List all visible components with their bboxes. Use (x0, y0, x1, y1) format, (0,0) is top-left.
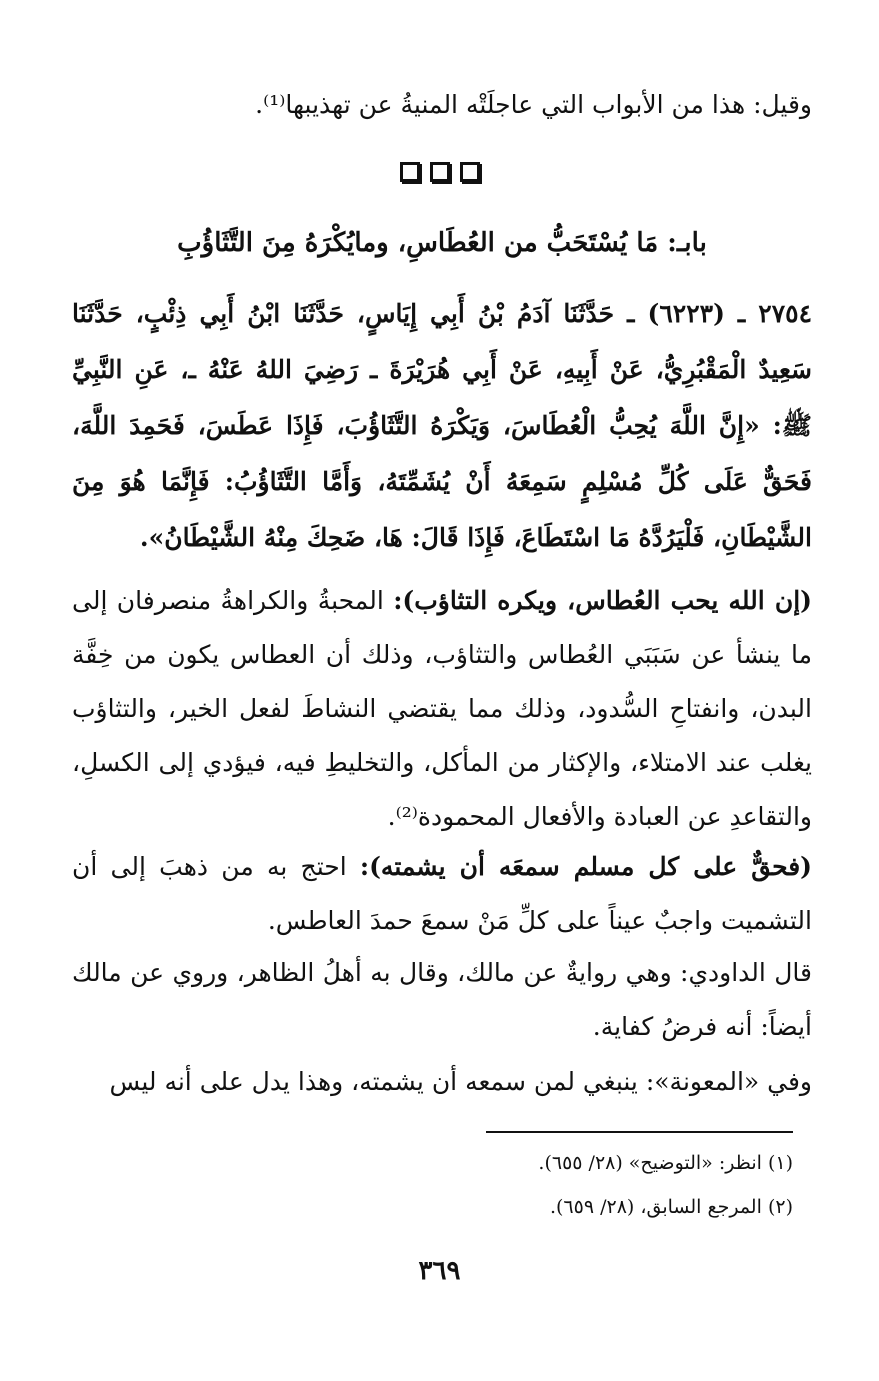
commentary-body: قال الداودي: وهي روايةٌ عن مالك، وقال به أهلُ الظاهر، وروي عن مالك أيضاً: أنه فرضُ كفاية. (72, 958, 812, 1041)
footnote-marker: (١) (767, 1152, 793, 1174)
section-separator (0, 162, 879, 182)
footnote-text: المرجع السابق، (٢٨/ ٦٥٩). (549, 1196, 762, 1218)
hadith-text: ٢٧٥٤ ـ (٦٢٢٣) ـ حَدَّثَنَا آدَمُ بْنُ أَبِي إِيَاسٍ، حَدَّثَنَا ابْنُ أَبِي ذِئْبٍ، حَدَّثَنَا سَعِيدٌ الْمَقْبُرِيُّ، عَنْ أَبِيهِ، عَنْ أَبِي هُرَيْرَةَ ـ رَضِيَ اللهُ عَنْهُ ـ، عَنِ النَّبِيِّ ﷺ: «إِنَّ اللَّهَ يُحِبُّ الْعُطَاسَ، وَيَكْرَهُ التَّثَاؤُبَ، فَإِذَا عَطَسَ، فَحَمِدَ اللَّهَ، فَحَقٌّ عَلَى كُلِّ مُسْلِمٍ سَمِعَهُ أَنْ يُشَمِّتَهُ، وَأَمَّا التَّثَاؤُبُ: فَإِنَّمَا هُوَ مِنَ الشَّيْطَانِ، فَلْيَرُدَّهُ مَا اسْتَطَاعَ، فَإِذَا قَالَ: هَا، ضَحِكَ مِنْهُ الشَّيْطَانُ». (72, 299, 812, 552)
commentary-body: المحبةُ والكراهةُ منصرفان إلى ما ينشأ عن سَبَبَي العُطاس والتثاؤب، وذلك أن العطاس يكون من خِفَّة البدن، وانفتاحِ السُّدود، وذلك مما يقتضي النشاطَ لفعل الخير، والتثاؤب يغلب عند الامتلاء، والإكثار من المأكل، والتخليطِ فيه، فيؤدي إلى الكسلِ، والتقاعدِ عن العبادة والأفعال المحمودة⁽²⁾. (72, 586, 812, 831)
footnote-marker: (٢) (767, 1196, 793, 1218)
footnote-text: انظر: «التوضيح» (٢٨/ ٦٥٥). (538, 1152, 762, 1174)
footnote-2 (73, 1192, 793, 1222)
separator-square-icon (400, 162, 420, 182)
separator-square-icon (430, 162, 450, 182)
footnote-divider (486, 1131, 793, 1133)
commentary-paragraph-3 (72, 946, 812, 1054)
commentary-body: احتج به من ذهبَ إلى أن التشميت واجبٌ عيناً على كلِّ مَنْ سمعَ حمدَ العاطس. (72, 852, 812, 935)
commentary-lead: (إن الله يحب العُطاس، ويكره التثاؤب): (393, 586, 812, 615)
commentary-paragraph-1 (72, 574, 812, 844)
separator-square-icon (460, 162, 480, 182)
commentary-paragraph-4 (72, 1055, 812, 1109)
page-number: ٣٦٩ (418, 1256, 461, 1286)
commentary-lead: (فحقٌّ على كل مسلم سمعَه أن يشمته): (359, 852, 812, 881)
commentary-paragraph-2 (72, 840, 812, 948)
intro-paragraph: وقيل: هذا من الأبواب التي عاجلَتْه المنيةُ عن تهذيبها⁽¹⁾. (255, 90, 812, 119)
commentary-body: وفي «المعونة»: ينبغي لمن سمعه أن يشمته، وهذا يدل على أنه ليس (109, 1067, 812, 1096)
chapter-title: بابـ: مَا يُسْتَحَبُّ من العُطَاسِ، ومايُكْرَهُ مِنَ التَّثَاؤُبِ (177, 228, 707, 258)
footnote-1 (73, 1148, 793, 1178)
